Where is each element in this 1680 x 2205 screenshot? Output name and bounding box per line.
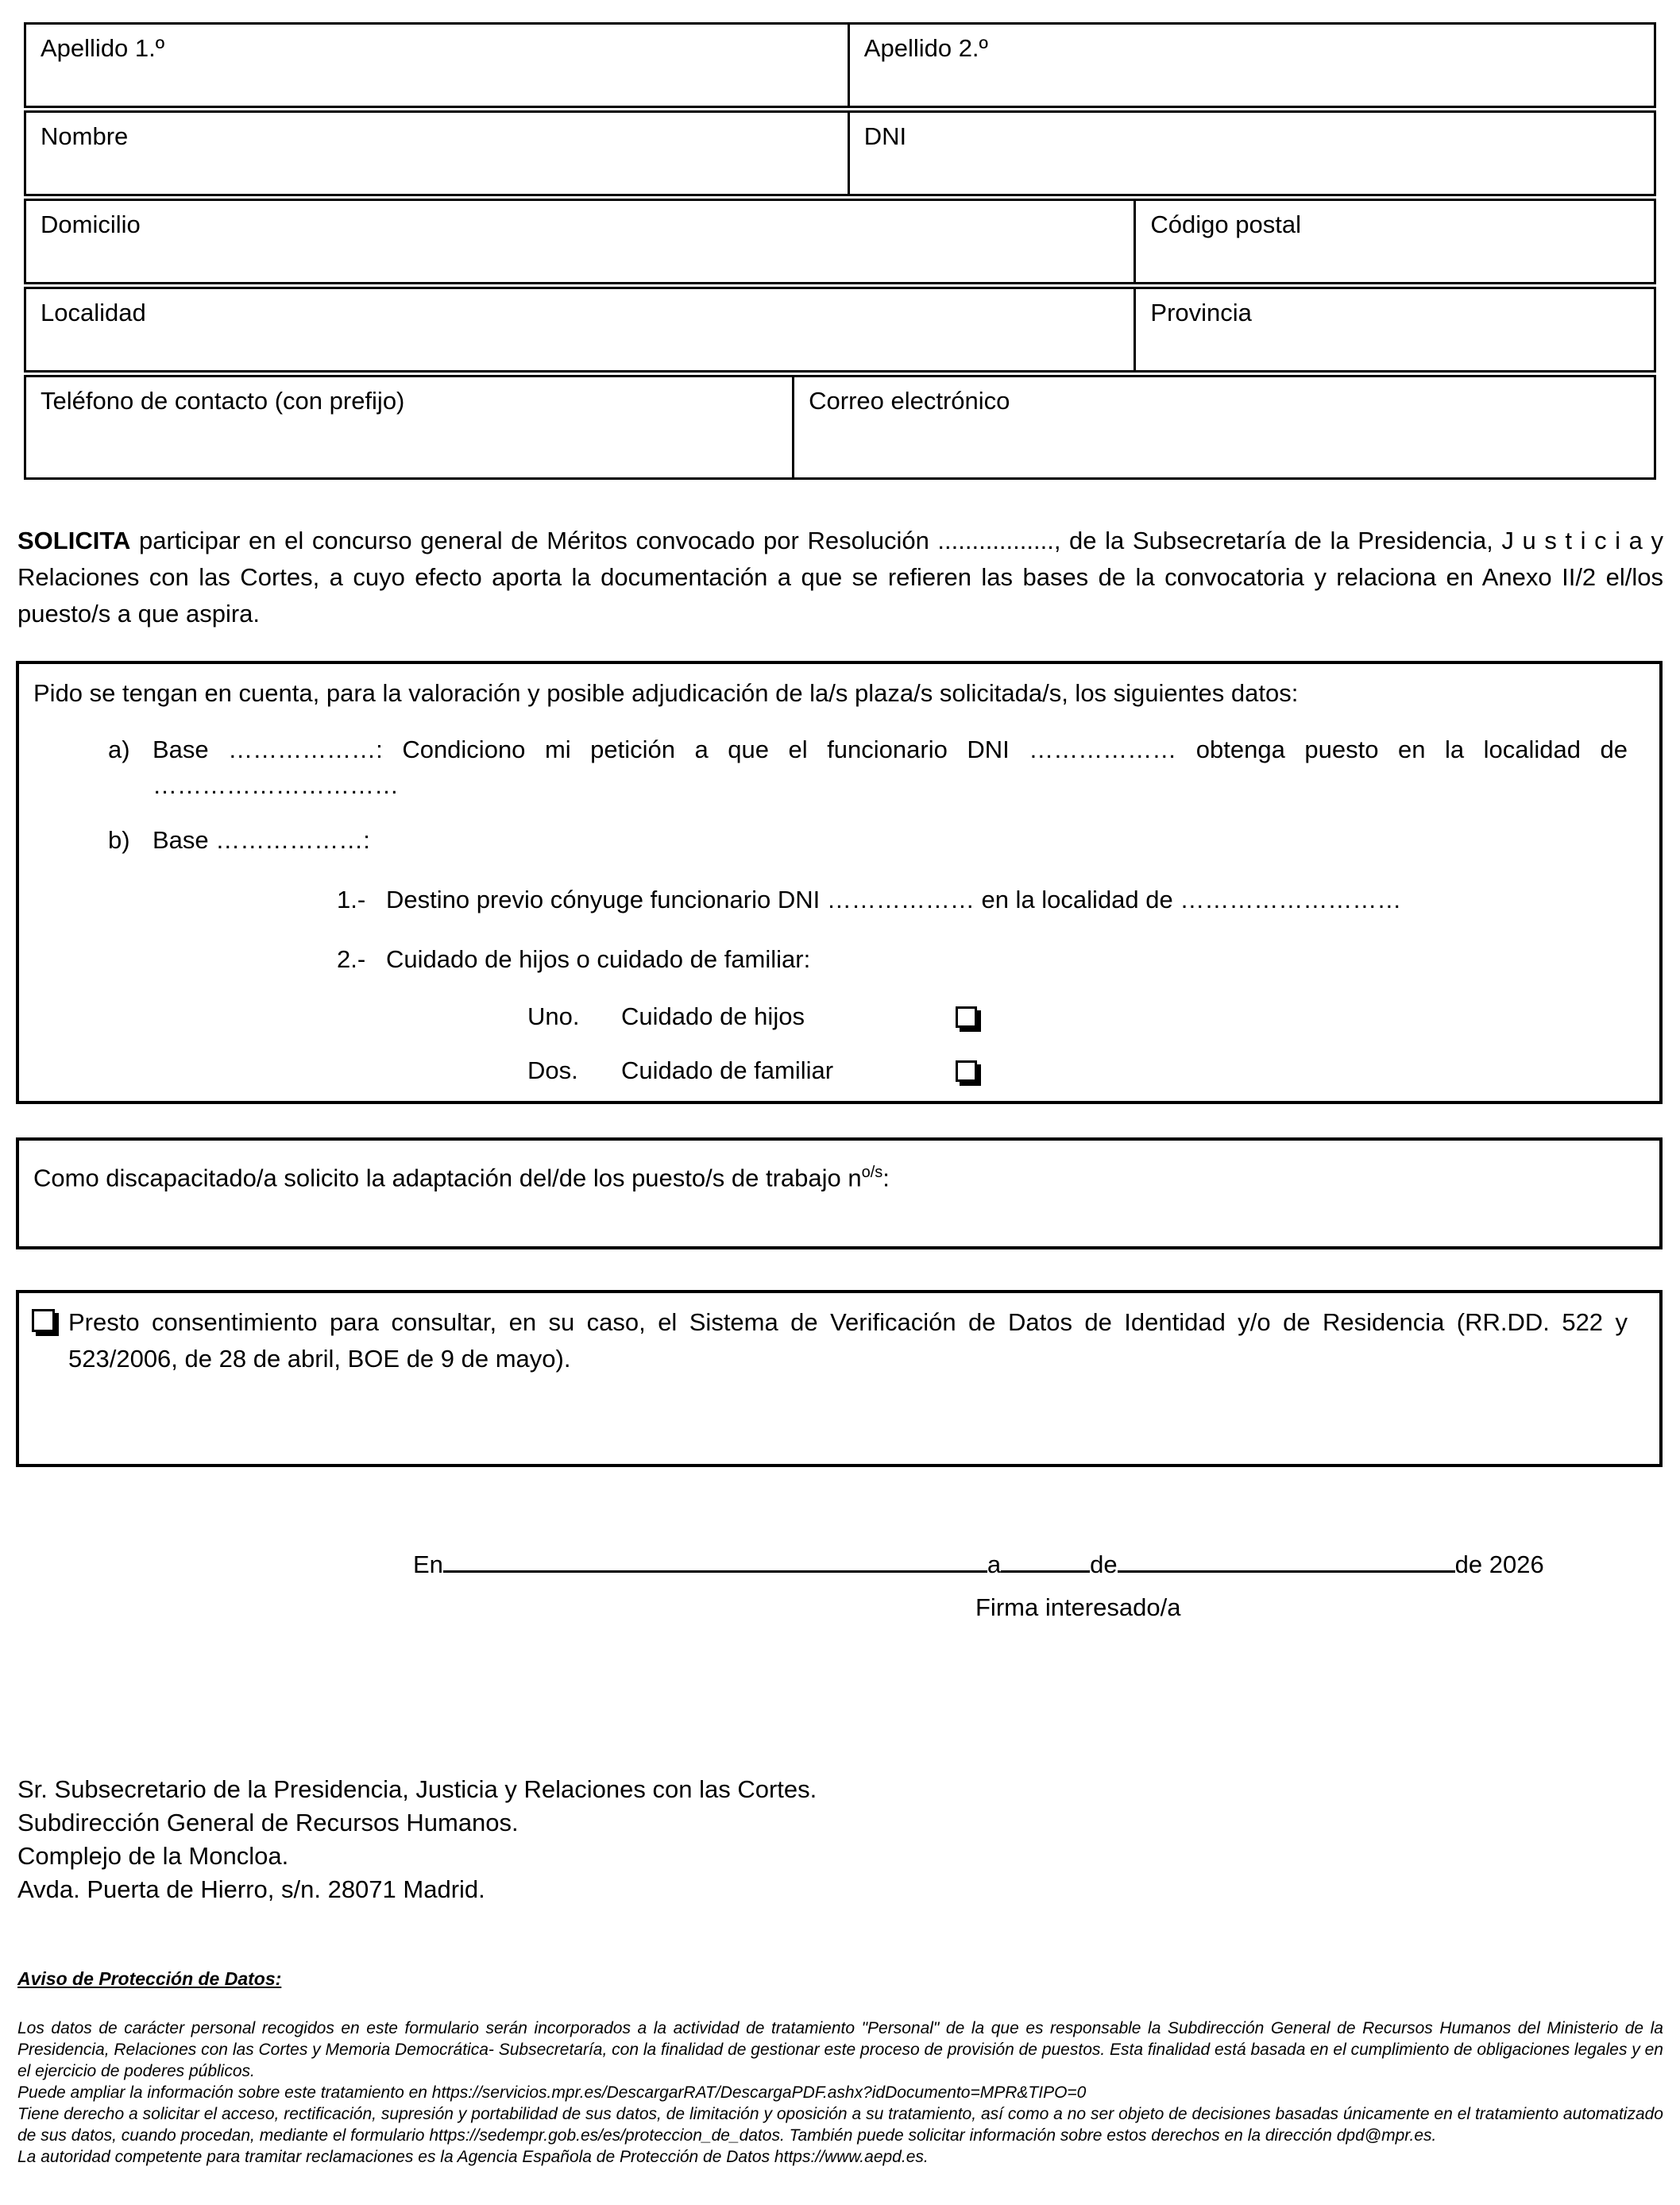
personal-data-table — [24, 22, 1656, 480]
field-apellido-1[interactable] — [26, 25, 850, 106]
item-base-b — [108, 822, 1628, 858]
privacy-paragraph: Puede ampliar la información sobre este tratamiento en https://servicios.mpr.es/DescargarRAT/DescargaPDF.ashx?idDocumento=MPR&TIPO=0 — [17, 2083, 1087, 2102]
field-label: Provincia — [1150, 299, 1252, 326]
field-dni[interactable] — [850, 113, 1654, 194]
field-label: Apellido 1.º — [41, 34, 165, 62]
date-en-label: En — [413, 1550, 443, 1578]
field-label: Domicilio — [41, 210, 141, 238]
signature-label: Firma interesado/a — [975, 1593, 1181, 1621]
field-apellido-2[interactable] — [850, 25, 1654, 106]
date-a-label: a — [987, 1550, 1002, 1578]
blank-month[interactable] — [1118, 1546, 1455, 1573]
disability-adaptation-box[interactable] — [16, 1137, 1663, 1249]
table-row — [24, 375, 1656, 480]
field-localidad[interactable] — [26, 289, 1136, 370]
field-label: Apellido 2.º — [863, 34, 988, 62]
table-row — [24, 110, 1656, 196]
field-label: DNI — [863, 122, 907, 150]
field-provincia[interactable] — [1136, 289, 1654, 370]
adaptation-text — [33, 1155, 1640, 1195]
preference-data-box — [16, 661, 1663, 1104]
field-nombre[interactable] — [26, 113, 850, 194]
item-text: Base ………………: Condiciono mi petición a que el funcionario DNI ……………… obtenga puesto en la localidad de ………………………… — [153, 736, 1628, 799]
item-base-a — [108, 732, 1628, 803]
field-label: Localidad — [41, 299, 146, 326]
table-row — [24, 287, 1656, 373]
subitem-marker: 2.- — [337, 945, 366, 973]
field-telefono[interactable] — [26, 377, 794, 477]
field-label: Código postal — [1150, 210, 1301, 238]
option-number: Uno. — [527, 1002, 580, 1030]
consent-box — [16, 1290, 1663, 1467]
option-label: Cuidado de hijos — [621, 1002, 805, 1030]
item-marker: b) — [108, 826, 130, 854]
option-cuidado-hijos-row — [527, 1002, 977, 1031]
field-label: Teléfono de contacto (con prefijo) — [41, 387, 405, 415]
field-label: Correo electrónico — [809, 387, 1010, 415]
date-year-label: de 2026 — [1454, 1550, 1544, 1578]
field-correo[interactable] — [794, 377, 1654, 477]
item-text: Base ………………: — [153, 826, 370, 854]
field-codigo-postal[interactable] — [1136, 201, 1654, 282]
blank-place[interactable] — [443, 1546, 987, 1573]
table-row — [24, 22, 1656, 108]
option-number: Dos. — [527, 1056, 578, 1084]
adaptation-text-main: Como discapacitado/a solicito la adaptación del/de los puesto/s de trabajo n — [33, 1164, 862, 1192]
subitem-cuidado — [337, 941, 1628, 977]
date-line — [413, 1546, 1544, 1579]
privacy-notice — [17, 2018, 1663, 2168]
subitem-marker: 1.- — [337, 886, 366, 913]
blank-day[interactable] — [1001, 1546, 1090, 1573]
privacy-heading: Aviso de Protección de Datos: — [17, 1968, 282, 1989]
addressee-line: Subdirección General de Recursos Humanos. — [17, 1809, 519, 1836]
privacy-paragraph: La autoridad competente para tramitar reclamaciones es la Agencia Española de Protección de Datos https://www.aepd.es. — [17, 2148, 929, 2166]
subitem-destino-conyuge — [337, 882, 1628, 917]
field-domicilio[interactable] — [26, 201, 1136, 282]
date-de-label: de — [1090, 1550, 1118, 1578]
pido-intro: Pido se tengan en cuenta, para la valoración y posible adjudicación de la/s plaza/s solicitada/s, los siguientes datos: — [33, 679, 1299, 707]
option-cuidado-familiar-row — [527, 1056, 977, 1085]
addressee-line: Sr. Subsecretario de la Presidencia, Justicia y Relaciones con las Cortes. — [17, 1775, 817, 1803]
consent-text: Presto consentimiento para consultar, en su caso, el Sistema de Verificación de Datos de Identidad y/o de Residencia (RR.DD. 522 y 523/2006, de 28 de abril, BOE de 9 de mayo). — [68, 1308, 1628, 1373]
addressee-block — [17, 1773, 817, 1906]
checkbox-cuidado-familiar[interactable] — [956, 1060, 977, 1082]
checkbox-consentimiento[interactable] — [32, 1309, 55, 1332]
table-row — [24, 199, 1656, 284]
field-label: Nombre — [41, 122, 129, 150]
addressee-line: Avda. Puerta de Hierro, s/n. 28071 Madrid. — [17, 1875, 485, 1903]
checkbox-cuidado-hijos[interactable] — [956, 1006, 977, 1028]
solicita-paragraph — [17, 523, 1663, 632]
subitem-text: Cuidado de hijos o cuidado de familiar: — [386, 945, 811, 973]
option-label: Cuidado de familiar — [621, 1056, 834, 1084]
addressee-line: Complejo de la Moncloa. — [17, 1842, 289, 1870]
item-marker: a) — [108, 736, 130, 763]
privacy-paragraph: Tiene derecho a solicitar el acceso, rectificación, supresión y portabilidad de sus datos, de limitación y oposición a su tratamiento, así como a no ser objeto de decisiones basadas únicamente en el tratamiento automatizado de sus datos, cuando procedan, mediante el formulario https://sedempr.gob.es/es/proteccion_de_datos. También puede solicitar información sobre estos derechos en la dirección dpd@mpr.es. — [17, 2105, 1663, 2145]
adaptation-text-superscript: o/s — [861, 1164, 883, 1181]
solicita-text: participar en el concurso general de Méritos convocado por Resolución ................., de la Subsecretaría de la Presidencia, J u s t i c i a y Relaciones con las Cortes, a cuyo efecto aporta la documentación a que se refieren las bases de la convocatoria y relaciona en Anexo II/2 el/los puesto/s a que aspira. — [17, 527, 1663, 628]
subitem-text: Destino previo cónyuge funcionario DNI ……………… en la localidad de ……………………… — [386, 886, 1402, 913]
solicita-keyword: SOLICITA — [17, 527, 131, 554]
privacy-paragraph: Los datos de carácter personal recogidos en este formulario serán incorporados a la actividad de tratamiento "Personal" de la que es responsable la Subdirección General de Recursos Humanos del Ministerio de la Presidencia, Relaciones con las Cortes y Memoria Democrática- Subsecretaría, con la finalidad de gestionar este proceso de provisión de puestos. Esta finalidad está basada en el cumplimiento de obligaciones legales y en el ejercicio de poderes públicos. — [17, 2019, 1663, 2080]
adaptation-text-colon: : — [882, 1164, 890, 1192]
